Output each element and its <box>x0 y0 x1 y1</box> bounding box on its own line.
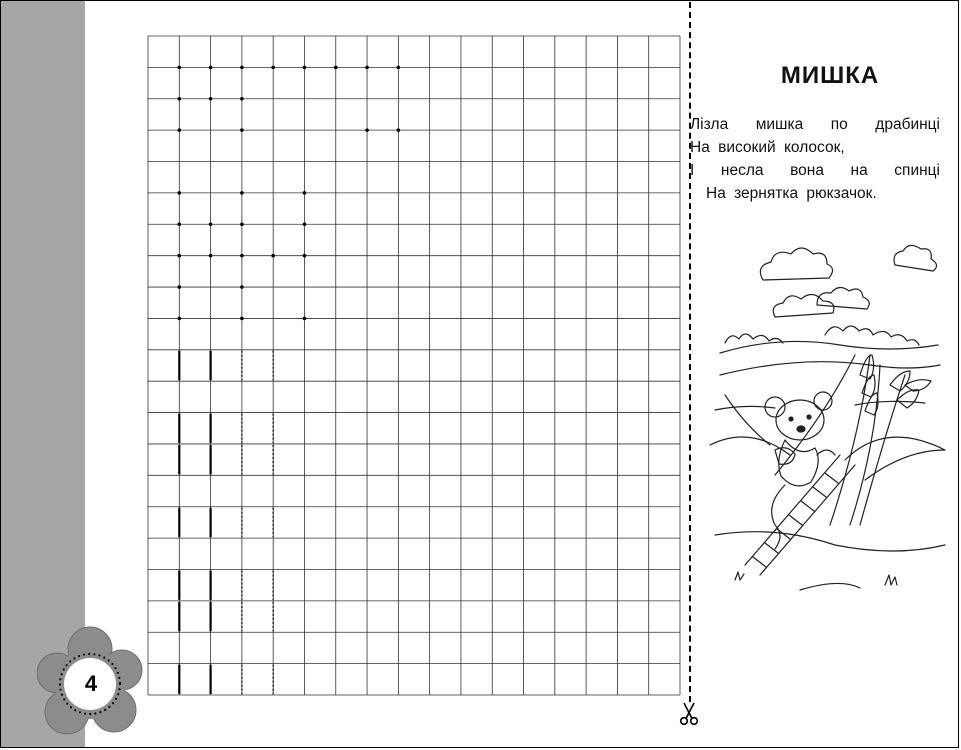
grid-dot <box>240 317 244 321</box>
grid-dot <box>365 66 369 70</box>
grid-strokes <box>179 351 273 694</box>
grid-dot <box>365 128 369 132</box>
grid-dot <box>240 222 244 226</box>
grid-dot <box>209 66 213 70</box>
poem-line: На високий колосок, <box>690 139 845 156</box>
grid-dot <box>240 191 244 195</box>
grid-dot <box>240 97 244 101</box>
grid-dot <box>209 222 213 226</box>
grid-dot <box>240 285 244 289</box>
grid-dot <box>177 97 181 101</box>
grid-dot <box>177 191 181 195</box>
grid-dot <box>240 66 244 70</box>
grid-dot <box>303 222 307 226</box>
grid-dot <box>177 66 181 70</box>
grid-dot <box>177 285 181 289</box>
poem-line: На зернятка рюкзачок. <box>706 185 877 202</box>
grid-dot <box>177 128 181 132</box>
grid-dot <box>303 254 307 258</box>
grid-dot <box>334 66 338 70</box>
grid-dot <box>303 66 307 70</box>
page-number: 4 <box>84 671 98 696</box>
grid-dot <box>240 254 244 258</box>
grid-dot <box>209 97 213 101</box>
poem <box>690 113 940 205</box>
grid-dot <box>240 128 244 132</box>
grid-dot <box>303 191 307 195</box>
cut-line <box>689 2 691 702</box>
poem-line: Лізла мишка по драбинці <box>690 116 940 133</box>
scissors-icon <box>677 700 701 726</box>
poem-title: МИШКА <box>780 62 880 89</box>
grid-dot <box>209 254 213 258</box>
grid-dot <box>271 66 275 70</box>
grid-dot <box>177 222 181 226</box>
grid-dot <box>177 254 181 258</box>
grid-dot <box>303 317 307 321</box>
mouse-on-ladder-illustration <box>705 235 950 610</box>
poem-line: І несла вона на спинці <box>690 162 940 179</box>
grid-dot <box>271 254 275 258</box>
grid-dot <box>397 128 401 132</box>
grid-dot <box>177 317 181 321</box>
grid-dot <box>397 66 401 70</box>
grid-lines <box>148 36 680 695</box>
